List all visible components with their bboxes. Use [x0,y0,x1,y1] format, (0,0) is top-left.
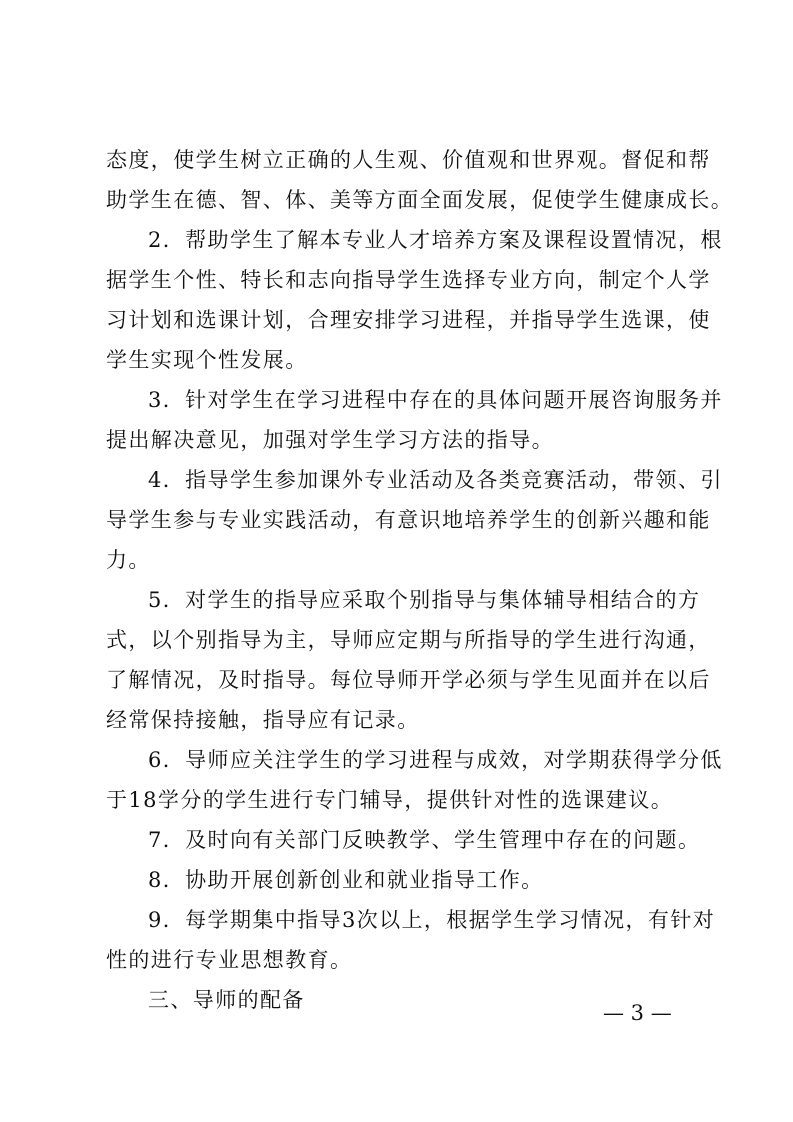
item-5-line: 了解情况，及时指导。每位导师开学必须与学生见面并在以后 [106,668,711,692]
item-4-line: 导学生参与专业实践活动，有意识地培养学生的创新兴趣和能 [106,508,711,532]
item-6-line: 于18学分的学生进行专门辅导，提供针对性的选课建议。 [106,788,674,812]
item-2-line: 习计划和选课计划，合理安排学习进程，并指导学生选课，使 [106,308,711,332]
item-9-line: 性的进行专业思想教育。 [106,948,353,972]
item-4-line: 4．指导学生参加课外专业活动及各类竞赛活动，带领、引 [148,468,723,492]
item-9-line: 9．每学期集中指导3次以上，根据学生学习情况，有针对 [148,908,716,932]
section-heading: 三、导师的配备 [148,988,305,1012]
item-2-line: 学生实现个性发展。 [106,348,308,372]
item-3-line: 提出解决意见，加强对学生学习方法的指导。 [106,428,554,452]
paragraph-line: 态度，使学生树立正确的人生观、价值观和世界观。督促和帮 [106,148,711,172]
item-6-line: 6．导师应关注学生的学习进程与成效，对学期获得学分低 [148,748,723,772]
item-5-line: 经常保持接触，指导应有记录。 [106,708,420,732]
item-4-line: 力。 [106,548,151,572]
item-5-line: 式，以个别指导为主，导师应定期与所指导的学生进行沟通， [106,628,711,652]
paragraph-line: 助学生在德、智、体、美等方面全面发展，促使学生健康成长。 [106,188,734,212]
item-8-line: 8．协助开展创新创业和就业指导工作。 [148,868,544,892]
item-7-line: 7．及时向有关部门反映教学、学生管理中存在的问题。 [148,828,701,852]
page-number: — 3 — [603,1001,672,1025]
item-2-line: 2．帮助学生了解本专业人才培养方案及课程设置情况，根 [148,228,723,252]
item-3-line: 3．针对学生在学习进程中存在的具体问题开展咨询服务并 [148,388,723,412]
item-2-line: 据学生个性、特长和志向指导学生选择专业方向，制定个人学 [106,268,711,292]
item-5-line: 5．对学生的指导应采取个别指导与集体辅导相结合的方 [148,588,701,612]
